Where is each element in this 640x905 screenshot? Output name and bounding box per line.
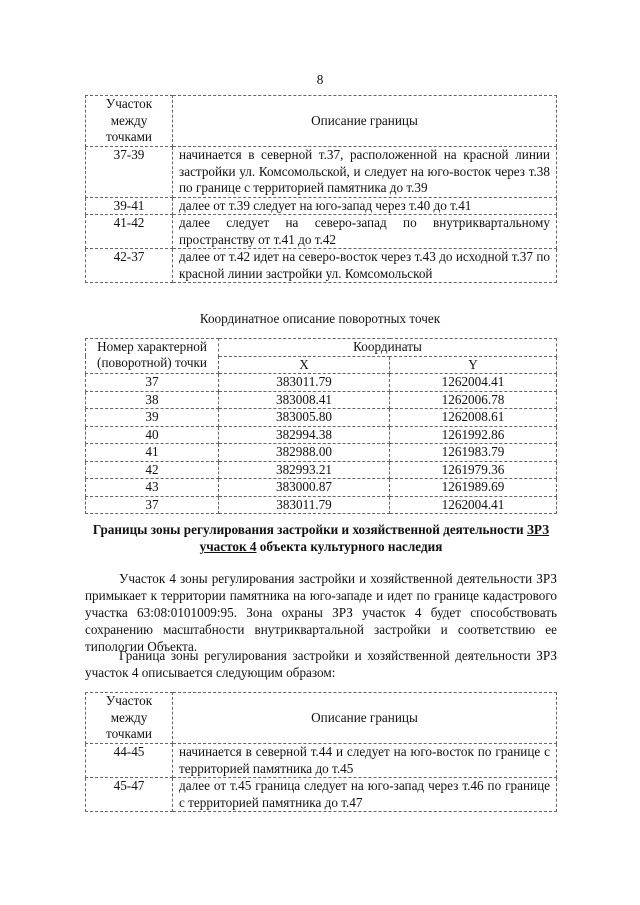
description-cell: далее следует на северо-запад по внутриквартальному пространству от т.41 до т.42 xyxy=(173,215,557,249)
table-row xyxy=(86,197,557,215)
segment-cell: 37-39 xyxy=(86,147,173,198)
table-row xyxy=(86,744,557,778)
header-coords: Координаты xyxy=(219,339,557,357)
coordinates-table xyxy=(85,338,557,514)
table-row xyxy=(86,391,557,409)
x-cell: 382994.38 xyxy=(219,426,390,444)
x-cell: 383000.87 xyxy=(219,479,390,497)
header-description: Описание границы xyxy=(173,693,557,744)
y-cell: 1262006.78 xyxy=(390,391,557,409)
coords-title: Координатное описание поворотных точек xyxy=(199,311,441,326)
point-cell: 37 xyxy=(86,374,219,392)
description-cell: начинается в северной т.37, расположенной на красной линии застройки ул. Комсомольской, и следует на юго-восток через т.38 по границе с территорией памятника до т.39 xyxy=(173,147,557,198)
table-row xyxy=(86,147,557,198)
description-cell: далее от т.42 идет на северо-восток через т.43 до исходной т.37 по красной линии застройки ул. Комсомольской xyxy=(173,249,557,283)
table-row xyxy=(86,409,557,427)
point-cell: 41 xyxy=(86,444,219,462)
table-row xyxy=(86,496,557,514)
y-cell: 1262004.41 xyxy=(390,496,557,514)
point-cell: 43 xyxy=(86,479,219,497)
y-cell: 1261983.79 xyxy=(390,444,557,462)
header-segment: Участок между точками xyxy=(86,693,173,744)
segment-cell: 44-45 xyxy=(86,744,173,778)
boundary-table-1 xyxy=(85,95,557,283)
x-cell: 382993.21 xyxy=(219,461,390,479)
point-cell: 38 xyxy=(86,391,219,409)
point-cell: 39 xyxy=(86,409,219,427)
y-cell: 1261989.69 xyxy=(390,479,557,497)
page-number: 8 xyxy=(316,72,324,87)
boundary-table-2 xyxy=(85,692,557,812)
description-cell: начинается в северной т.44 и следует на юго-восток по границе с территорией памятника до т.45 xyxy=(173,744,557,778)
paragraph-1: Участок 4 зоны регулирования застройки и хозяйственной деятельности ЗРЗ примыкает к территории памятника на юго-западе и идет по границе кадастрового участка 63:08:0101009:95. Зона охраны ЗРЗ участок 4 будет способствовать сохранению масштабности внутриквартальной застройки и соответствию ее типологии Объекта. xyxy=(85,571,557,654)
paragraph-2: Граница зоны регулирования застройки и хозяйственной деятельности ЗРЗ участок 4 описывается следующим образом: xyxy=(85,648,557,680)
segment-cell: 42-37 xyxy=(86,249,173,283)
x-cell: 382988.00 xyxy=(219,444,390,462)
x-cell: 383005.80 xyxy=(219,409,390,427)
y-cell: 1262004.41 xyxy=(390,374,557,392)
header-description: Описание границы xyxy=(173,96,557,147)
y-cell: 1261992.86 xyxy=(390,426,557,444)
header-x: X xyxy=(219,356,390,374)
x-cell: 383008.41 xyxy=(219,391,390,409)
y-cell: 1261979.36 xyxy=(390,461,557,479)
table-row xyxy=(86,249,557,283)
table-row xyxy=(86,215,557,249)
table-row xyxy=(86,426,557,444)
table-row xyxy=(86,374,557,392)
point-cell: 37 xyxy=(86,496,219,514)
header-point: Номер характерной (поворотной) точки xyxy=(86,339,219,374)
description-cell: далее от т.39 следует на юго-запад через т.40 до т.41 xyxy=(173,197,557,215)
y-cell: 1262008.61 xyxy=(390,409,557,427)
table-row xyxy=(86,461,557,479)
point-cell: 40 xyxy=(86,426,219,444)
segment-cell: 41-42 xyxy=(86,215,173,249)
segment-cell: 45-47 xyxy=(86,778,173,812)
section-heading: Границы зоны регулирования застройки и хозяйственной деятельности ЗРЗ участок 4 объекта культурного наследия xyxy=(92,522,550,554)
table-row xyxy=(86,479,557,497)
header-y: Y xyxy=(390,356,557,374)
segment-cell: 39-41 xyxy=(86,197,173,215)
header-segment: Участок между точками xyxy=(86,96,173,147)
x-cell: 383011.79 xyxy=(219,374,390,392)
table-row xyxy=(86,778,557,812)
table-row xyxy=(86,444,557,462)
x-cell: 383011.79 xyxy=(219,496,390,514)
point-cell: 42 xyxy=(86,461,219,479)
description-cell: далее от т.45 граница следует на юго-запад через т.46 по границе с территорией памятника до т.47 xyxy=(173,778,557,812)
